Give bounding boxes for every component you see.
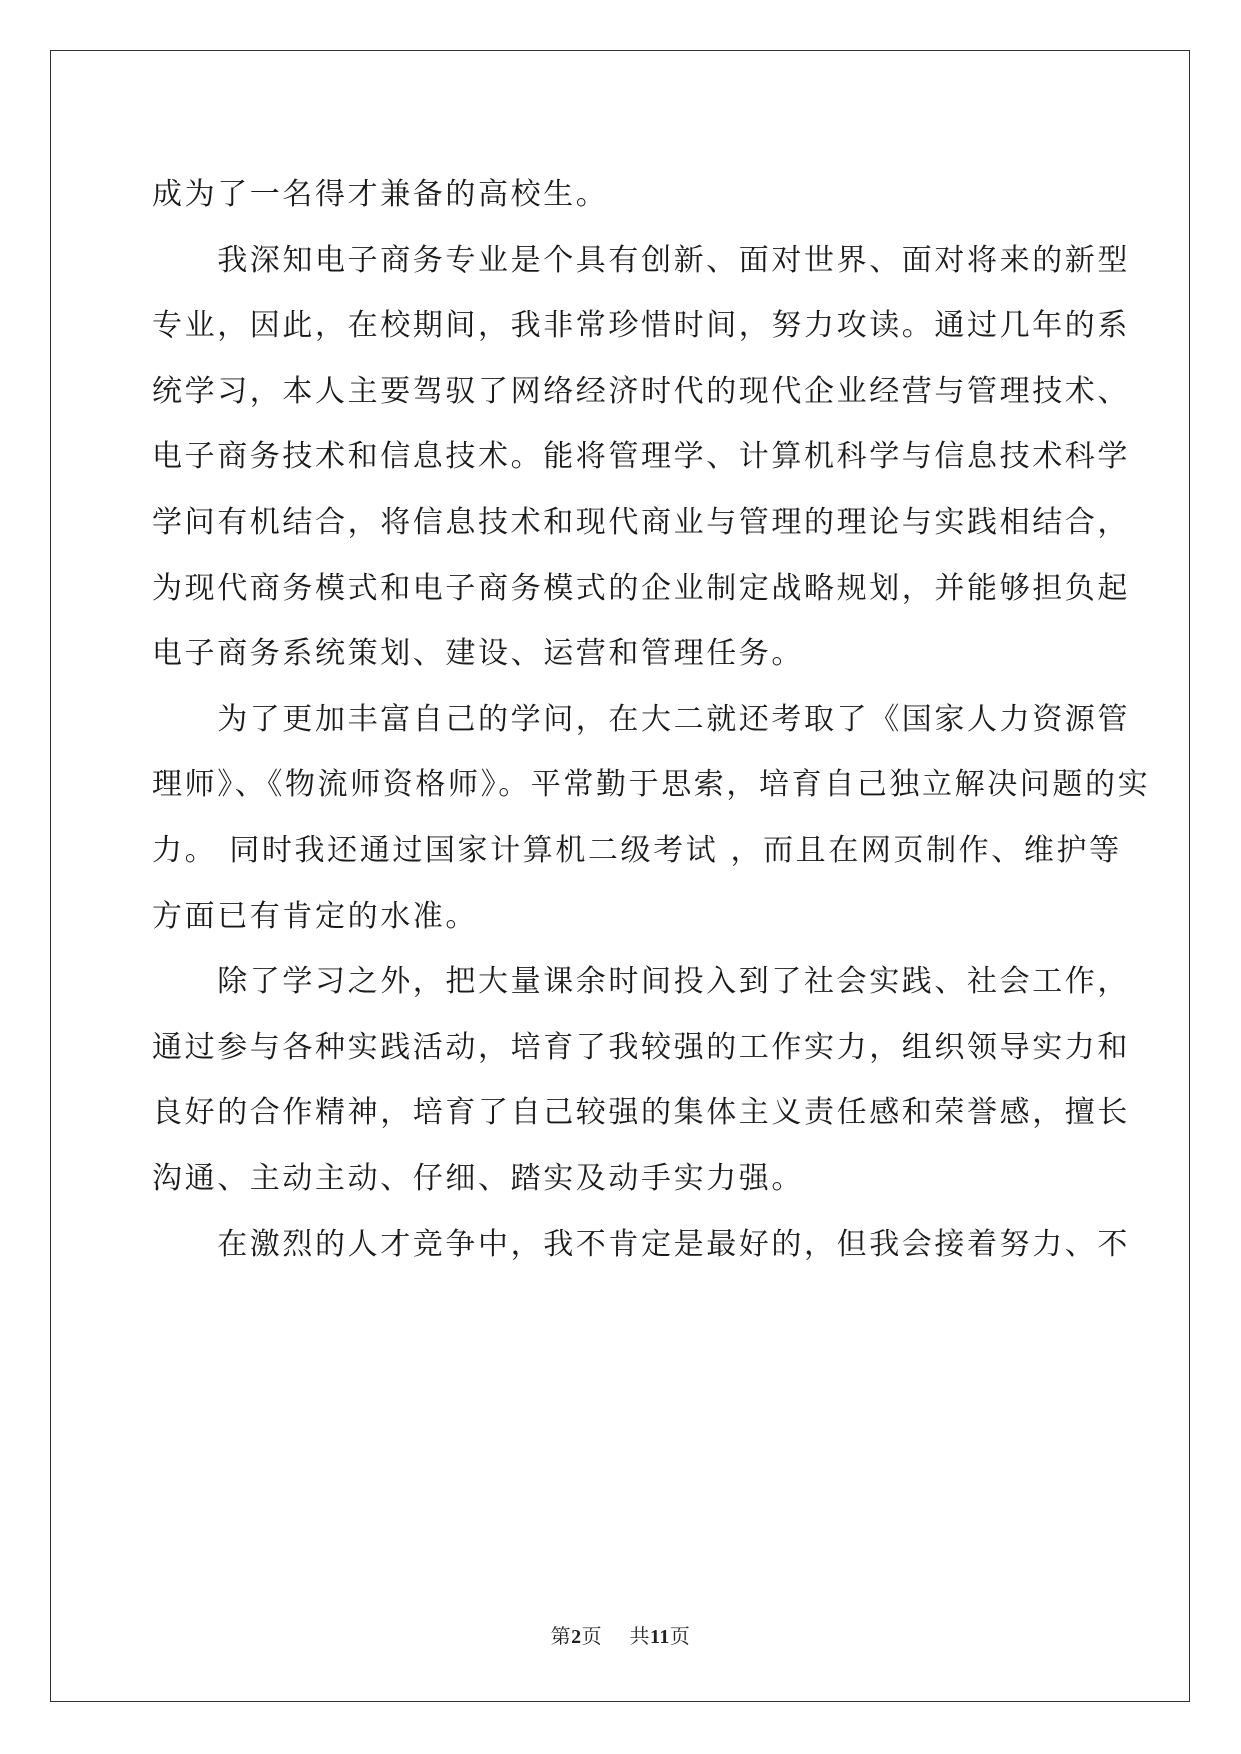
text-line: 为现代商务模式和电子商务模式的企业制定战略规划，并能够担负起 (152, 570, 1130, 606)
text-line: 我深知电子商务专业是个具有创新、面对世界、面对将来的新型 (152, 242, 1130, 278)
text-line: 成为了一名得才兼备的高校生。 (152, 177, 609, 212)
current-page-number: 2 (571, 1626, 582, 1648)
text-line: 电子商务系统策划、建设、运营和管理任务。 (152, 636, 804, 672)
footer-page-suffix: 页 (581, 1624, 603, 1648)
text-line: 统学习，本人主要驾驭了网络经济时代的现代企业经营与管理技术、 (152, 373, 1130, 409)
text-line: 通过参与各种实践活动，培育了我较强的工作实力，组织领导实力和 (152, 1029, 1130, 1065)
page-number-footer (0, 1620, 1241, 1649)
text-line: 力。 同时我还通过国家计算机二级考试 ，而且在网页制作、维护等 (152, 832, 1122, 868)
text-line: 良好的合作精神，培育了自己较强的集体主义责任感和荣誉感，擅长 (152, 1095, 1130, 1131)
text-line: 方面已有肯定的水准。 (152, 898, 478, 934)
footer-total-suffix: 页 (669, 1624, 691, 1648)
document-body (152, 162, 1151, 1277)
text-line: 为了更加丰富自己的学问，在大二就还考取了《国家人力资源管 (152, 701, 1130, 737)
text-line: 沟通、主动主动、仔细、踏实及动手实力强。 (152, 1160, 804, 1196)
footer-prefix: 第 (550, 1624, 572, 1648)
footer-total-prefix: 共 (629, 1624, 651, 1648)
text-line: 除了学习之外，把大量课余时间投入到了社会实践、社会工作， (152, 964, 1130, 1000)
text-line: 专业，因此，在校期间，我非常珍惜时间，努力攻读。通过几年的系 (152, 308, 1130, 344)
text-line: 在激烈的人才竞争中，我不肯定是最好的，但我会接着努力、不 (152, 1226, 1130, 1262)
text-line: 学问有机结合，将信息技术和现代商业与管理的理论与实践相结合， (152, 504, 1130, 540)
text-line: 电子商务技术和信息技术。能将管理学、计算机科学与信息技术科学 (152, 439, 1130, 475)
total-page-count: 11 (650, 1626, 670, 1648)
text-line: 理师》、《物流师资格师》。平常勤于思索，培育自己独立解决问题的实 (152, 767, 1151, 803)
